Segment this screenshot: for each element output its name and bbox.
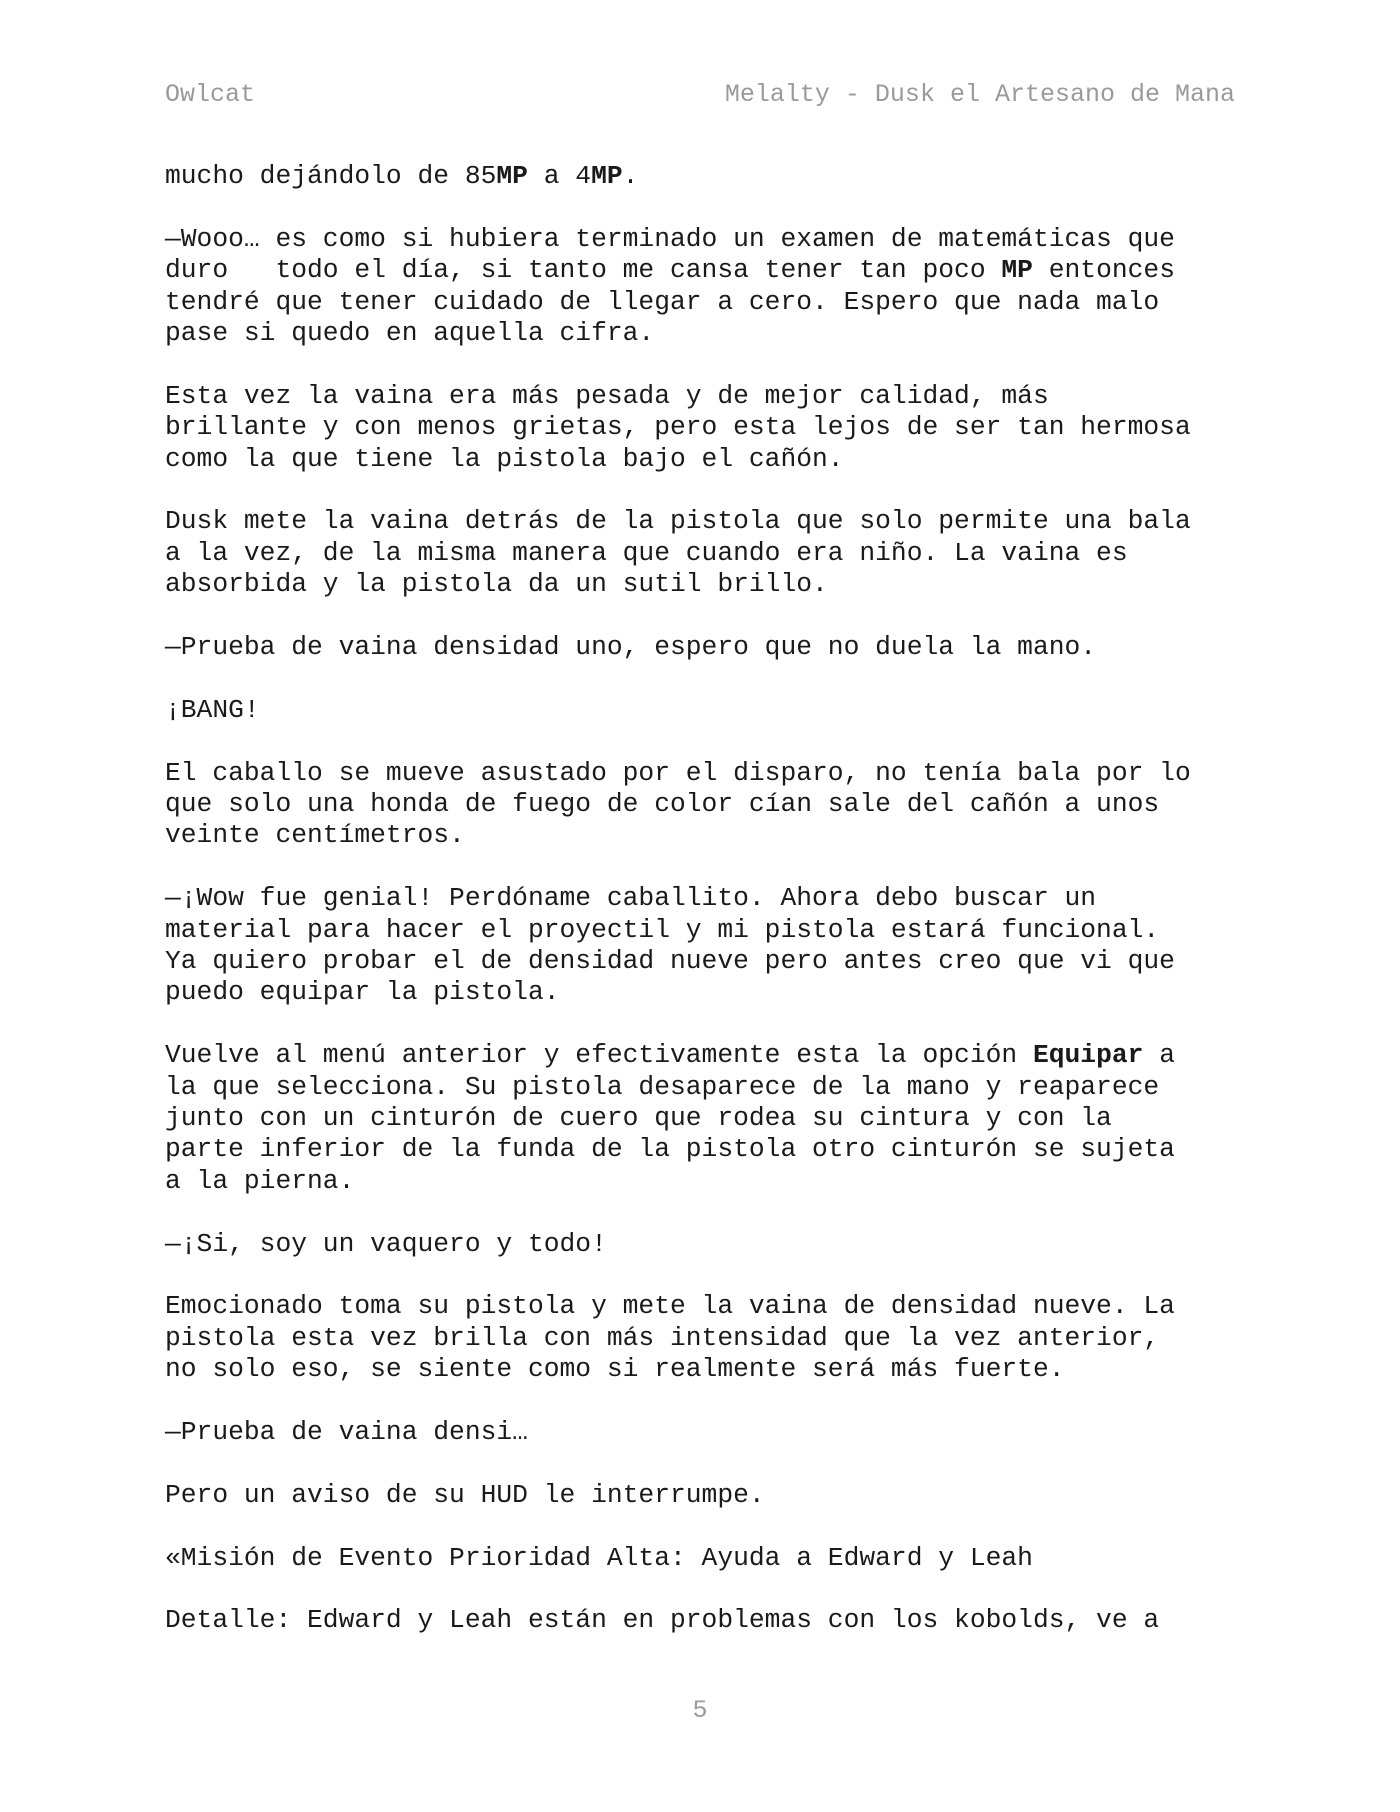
text-segment: Detalle: Edward y Leah están en problemas con los kobolds, ve a bbox=[165, 1605, 1160, 1636]
paragraph bbox=[165, 1543, 1245, 1574]
paragraph bbox=[165, 1291, 1245, 1385]
paragraph bbox=[165, 1040, 1245, 1197]
text-segment: absorbida y la pistola da un sutil brillo. bbox=[165, 569, 828, 600]
paragraph bbox=[165, 506, 1245, 600]
text-segment: la que selecciona. Su pistola desaparece de la mano y reaparece bbox=[165, 1071, 1160, 1102]
text-line bbox=[165, 412, 1245, 443]
text-line bbox=[165, 224, 1245, 255]
text-segment: como la que tiene la pistola bajo el cañón. bbox=[165, 443, 844, 474]
paragraph bbox=[165, 632, 1245, 663]
text-line bbox=[165, 632, 1245, 663]
paragraph bbox=[165, 1229, 1245, 1260]
text-line bbox=[165, 789, 1245, 820]
text-segment: material para hacer el proyectil y mi pistola estará funcional. bbox=[165, 914, 1160, 945]
page-number: 5 bbox=[692, 1696, 708, 1725]
text-line bbox=[165, 1103, 1245, 1134]
text-line bbox=[165, 1291, 1245, 1322]
bold-text: Equipar bbox=[1032, 1040, 1144, 1071]
text-line bbox=[165, 381, 1245, 412]
paragraph bbox=[165, 224, 1245, 350]
text-segment: Esta vez la vaina era más pesada y de mejor calidad, más bbox=[165, 380, 1049, 411]
page-header bbox=[165, 80, 1235, 116]
text-segment: Ya quiero probar el de densidad nueve pero antes creo que vi que bbox=[165, 946, 1175, 977]
text-segment: entonces bbox=[1032, 255, 1175, 286]
text-line bbox=[165, 1354, 1245, 1385]
text-segment: «Misión de Evento Prioridad Alta: Ayuda a Edward y Leah bbox=[165, 1542, 1033, 1573]
text-line bbox=[165, 946, 1245, 977]
text-line bbox=[165, 1417, 1245, 1448]
header-title: Melalty - Dusk el Artesano de Mana bbox=[724, 80, 1235, 109]
text-line bbox=[165, 1229, 1245, 1260]
text-line bbox=[165, 569, 1245, 600]
text-line bbox=[165, 1323, 1245, 1354]
text-line bbox=[165, 318, 1245, 349]
text-segment: duro todo el día, si tanto me cansa tener tan poco bbox=[165, 255, 1002, 286]
text-line bbox=[165, 977, 1245, 1008]
text-segment: a la pierna. bbox=[165, 1165, 355, 1196]
header-author: Owlcat bbox=[165, 80, 256, 109]
text-segment: . bbox=[622, 161, 639, 191]
text-segment: a 4 bbox=[527, 161, 592, 191]
text-line bbox=[165, 255, 1245, 286]
paragraph bbox=[165, 758, 1245, 852]
bold-text: MP bbox=[591, 161, 623, 191]
paragraph bbox=[165, 695, 1245, 726]
text-segment: pase si quedo en aquella cifra. bbox=[165, 318, 655, 349]
text-line bbox=[165, 444, 1245, 475]
text-segment: —Wooo… es como si hubiera terminado un examen de matemáticas que bbox=[165, 223, 1175, 254]
text-segment: —Prueba de vaina densidad uno, espero que no duela la mano. bbox=[165, 632, 1097, 663]
document-body bbox=[165, 161, 1245, 1668]
text-segment: —¡Si, soy un vaquero y todo! bbox=[165, 1228, 607, 1259]
text-line bbox=[165, 287, 1245, 318]
text-line bbox=[165, 1166, 1245, 1197]
text-line bbox=[165, 758, 1245, 789]
text-segment: no solo eso, se siente como si realmente será más fuerte. bbox=[165, 1354, 1065, 1385]
text-line bbox=[165, 1072, 1245, 1103]
text-segment: que solo una honda de fuego de color cían sale del cañón a unos bbox=[165, 789, 1160, 820]
text-segment: —Prueba de vaina densi… bbox=[165, 1417, 528, 1448]
text-line bbox=[165, 820, 1245, 851]
paragraph bbox=[165, 161, 1245, 192]
text-segment: Emocionado toma su pistola y mete la vaina de densidad nueve. La bbox=[165, 1291, 1175, 1322]
text-segment: ¡BANG! bbox=[165, 694, 260, 725]
text-segment: Vuelve al menú anterior y efectivamente esta la opción bbox=[165, 1040, 1033, 1071]
paragraph bbox=[165, 381, 1245, 475]
text-line bbox=[165, 506, 1245, 537]
bold-text: MP bbox=[1001, 255, 1033, 286]
text-line bbox=[165, 1543, 1245, 1574]
text-segment: El caballo se mueve asustado por el disparo, no tenía bala por lo bbox=[165, 757, 1191, 788]
paragraph bbox=[165, 1605, 1245, 1636]
text-segment: Pero un aviso de su HUD le interrumpe. bbox=[165, 1479, 765, 1510]
text-segment: a bbox=[1143, 1040, 1175, 1071]
text-segment: mucho dejándolo de 85 bbox=[165, 161, 497, 191]
text-segment: —¡Wow fue genial! Perdóname caballito. Ahora debo buscar un bbox=[165, 883, 1097, 914]
text-segment: a la vez, de la misma manera que cuando era niño. La vaina es bbox=[165, 537, 1128, 568]
bold-text: MP bbox=[496, 161, 528, 191]
text-segment: pistola esta vez brilla con más intensidad que la vez anterior, bbox=[165, 1322, 1160, 1353]
text-line bbox=[165, 695, 1245, 726]
text-line bbox=[165, 915, 1245, 946]
text-line bbox=[165, 883, 1245, 914]
text-line bbox=[165, 161, 1245, 192]
text-segment: parte inferior de la funda de la pistola otro cinturón se sujeta bbox=[165, 1134, 1175, 1165]
text-line bbox=[165, 1040, 1245, 1071]
text-segment: Dusk mete la vaina detrás de la pistola que solo permite una bala bbox=[165, 506, 1191, 537]
text-line bbox=[165, 1605, 1245, 1636]
text-line bbox=[165, 1134, 1245, 1165]
text-line bbox=[165, 1480, 1245, 1511]
text-segment: veinte centímetros. bbox=[165, 820, 465, 851]
paragraph bbox=[165, 883, 1245, 1009]
paragraph bbox=[165, 1480, 1245, 1511]
text-segment: puedo equipar la pistola. bbox=[165, 977, 560, 1008]
text-segment: tendré que tener cuidado de llegar a cero. Espero que nada malo bbox=[165, 286, 1160, 317]
text-segment: brillante y con menos grietas, pero esta lejos de ser tan hermosa bbox=[165, 412, 1191, 443]
text-line bbox=[165, 538, 1245, 569]
paragraph bbox=[165, 1417, 1245, 1448]
text-segment: junto con un cinturón de cuero que rodea su cintura y con la bbox=[165, 1103, 1112, 1134]
